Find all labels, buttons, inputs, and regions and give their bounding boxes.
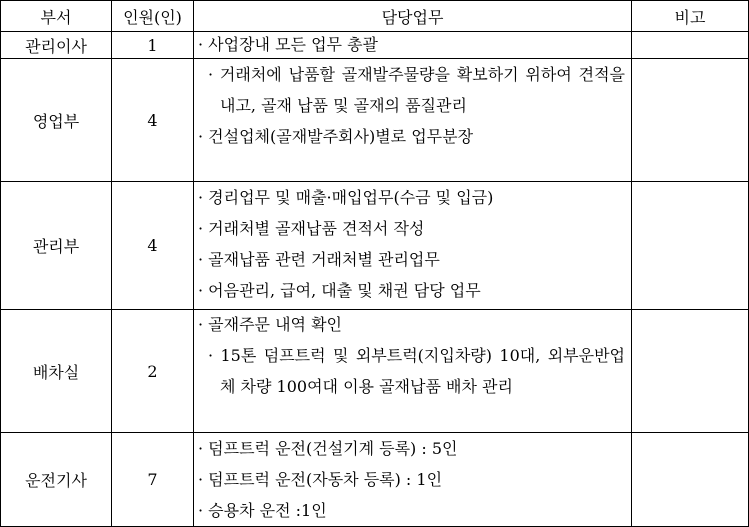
duty-item: · 건설업체(골재발주회사)별로 업무분장 — [198, 127, 474, 146]
duty-item: · 거래처별 골재납품 견적서 작성 — [198, 219, 425, 238]
note-cell — [632, 59, 749, 182]
table-row — [1, 32, 749, 59]
table-row — [1, 59, 749, 182]
duty-item: · 사업장내 모든 업무 총괄 — [198, 35, 378, 54]
dept-cell: 운전기사 — [1, 433, 112, 527]
header-duties: 담당업무 — [194, 1, 632, 32]
duty-item: · 덤프트럭 운전(자동차 등록) : 1인 — [198, 470, 443, 489]
header-count: 인원(인) — [112, 1, 194, 32]
duty-item: · 승용차 운전 :1인 — [198, 501, 327, 520]
duties-cell — [194, 433, 632, 527]
table-row — [1, 182, 749, 310]
count-cell: 4 — [112, 182, 194, 310]
note-cell — [632, 182, 749, 310]
header-row — [1, 1, 749, 32]
duties-cell — [194, 59, 632, 182]
note-cell — [632, 310, 749, 433]
dept-cell: 배차실 — [1, 310, 112, 433]
duties-cell — [194, 32, 632, 59]
duty-item: · 어음관리, 급여, 대출 및 채권 담당 업무 — [198, 281, 481, 300]
table-row — [1, 433, 749, 527]
note-cell — [632, 433, 749, 527]
header-dept: 부서 — [1, 1, 112, 32]
duty-item: · 경리업무 및 매출·매입업무(수금 및 입금) — [198, 188, 494, 207]
duties-cell — [194, 182, 632, 310]
duty-item: · 덤프트럭 운전(건설기계 등록) : 5인 — [198, 439, 458, 458]
count-cell: 4 — [112, 59, 194, 182]
dept-cell: 영업부 — [1, 59, 112, 182]
table-row — [1, 310, 749, 433]
count-cell: 1 — [112, 32, 194, 59]
count-cell: 7 — [112, 433, 194, 527]
duty-item: · 거래처에 납품할 골재발주물량을 확보하기 위하여 견적을 내고, 골재 납품 및 골재의 품질관리 — [208, 65, 625, 115]
duty-item: · 15톤 덤프트럭 및 외부트럭(지입차량) 10대, 외부운반업체 차량 100여대 이용 골재납품 배차 관리 — [208, 346, 625, 396]
dept-cell: 관리이사 — [1, 32, 112, 59]
duties-cell — [194, 310, 632, 433]
header-note: 비고 — [632, 1, 749, 32]
duty-item: · 골재주문 내역 확인 — [198, 315, 342, 334]
count-cell: 2 — [112, 310, 194, 433]
duty-item: · 골재납품 관련 거래처별 관리업무 — [198, 250, 440, 269]
note-cell — [632, 32, 749, 59]
dept-cell: 관리부 — [1, 182, 112, 310]
